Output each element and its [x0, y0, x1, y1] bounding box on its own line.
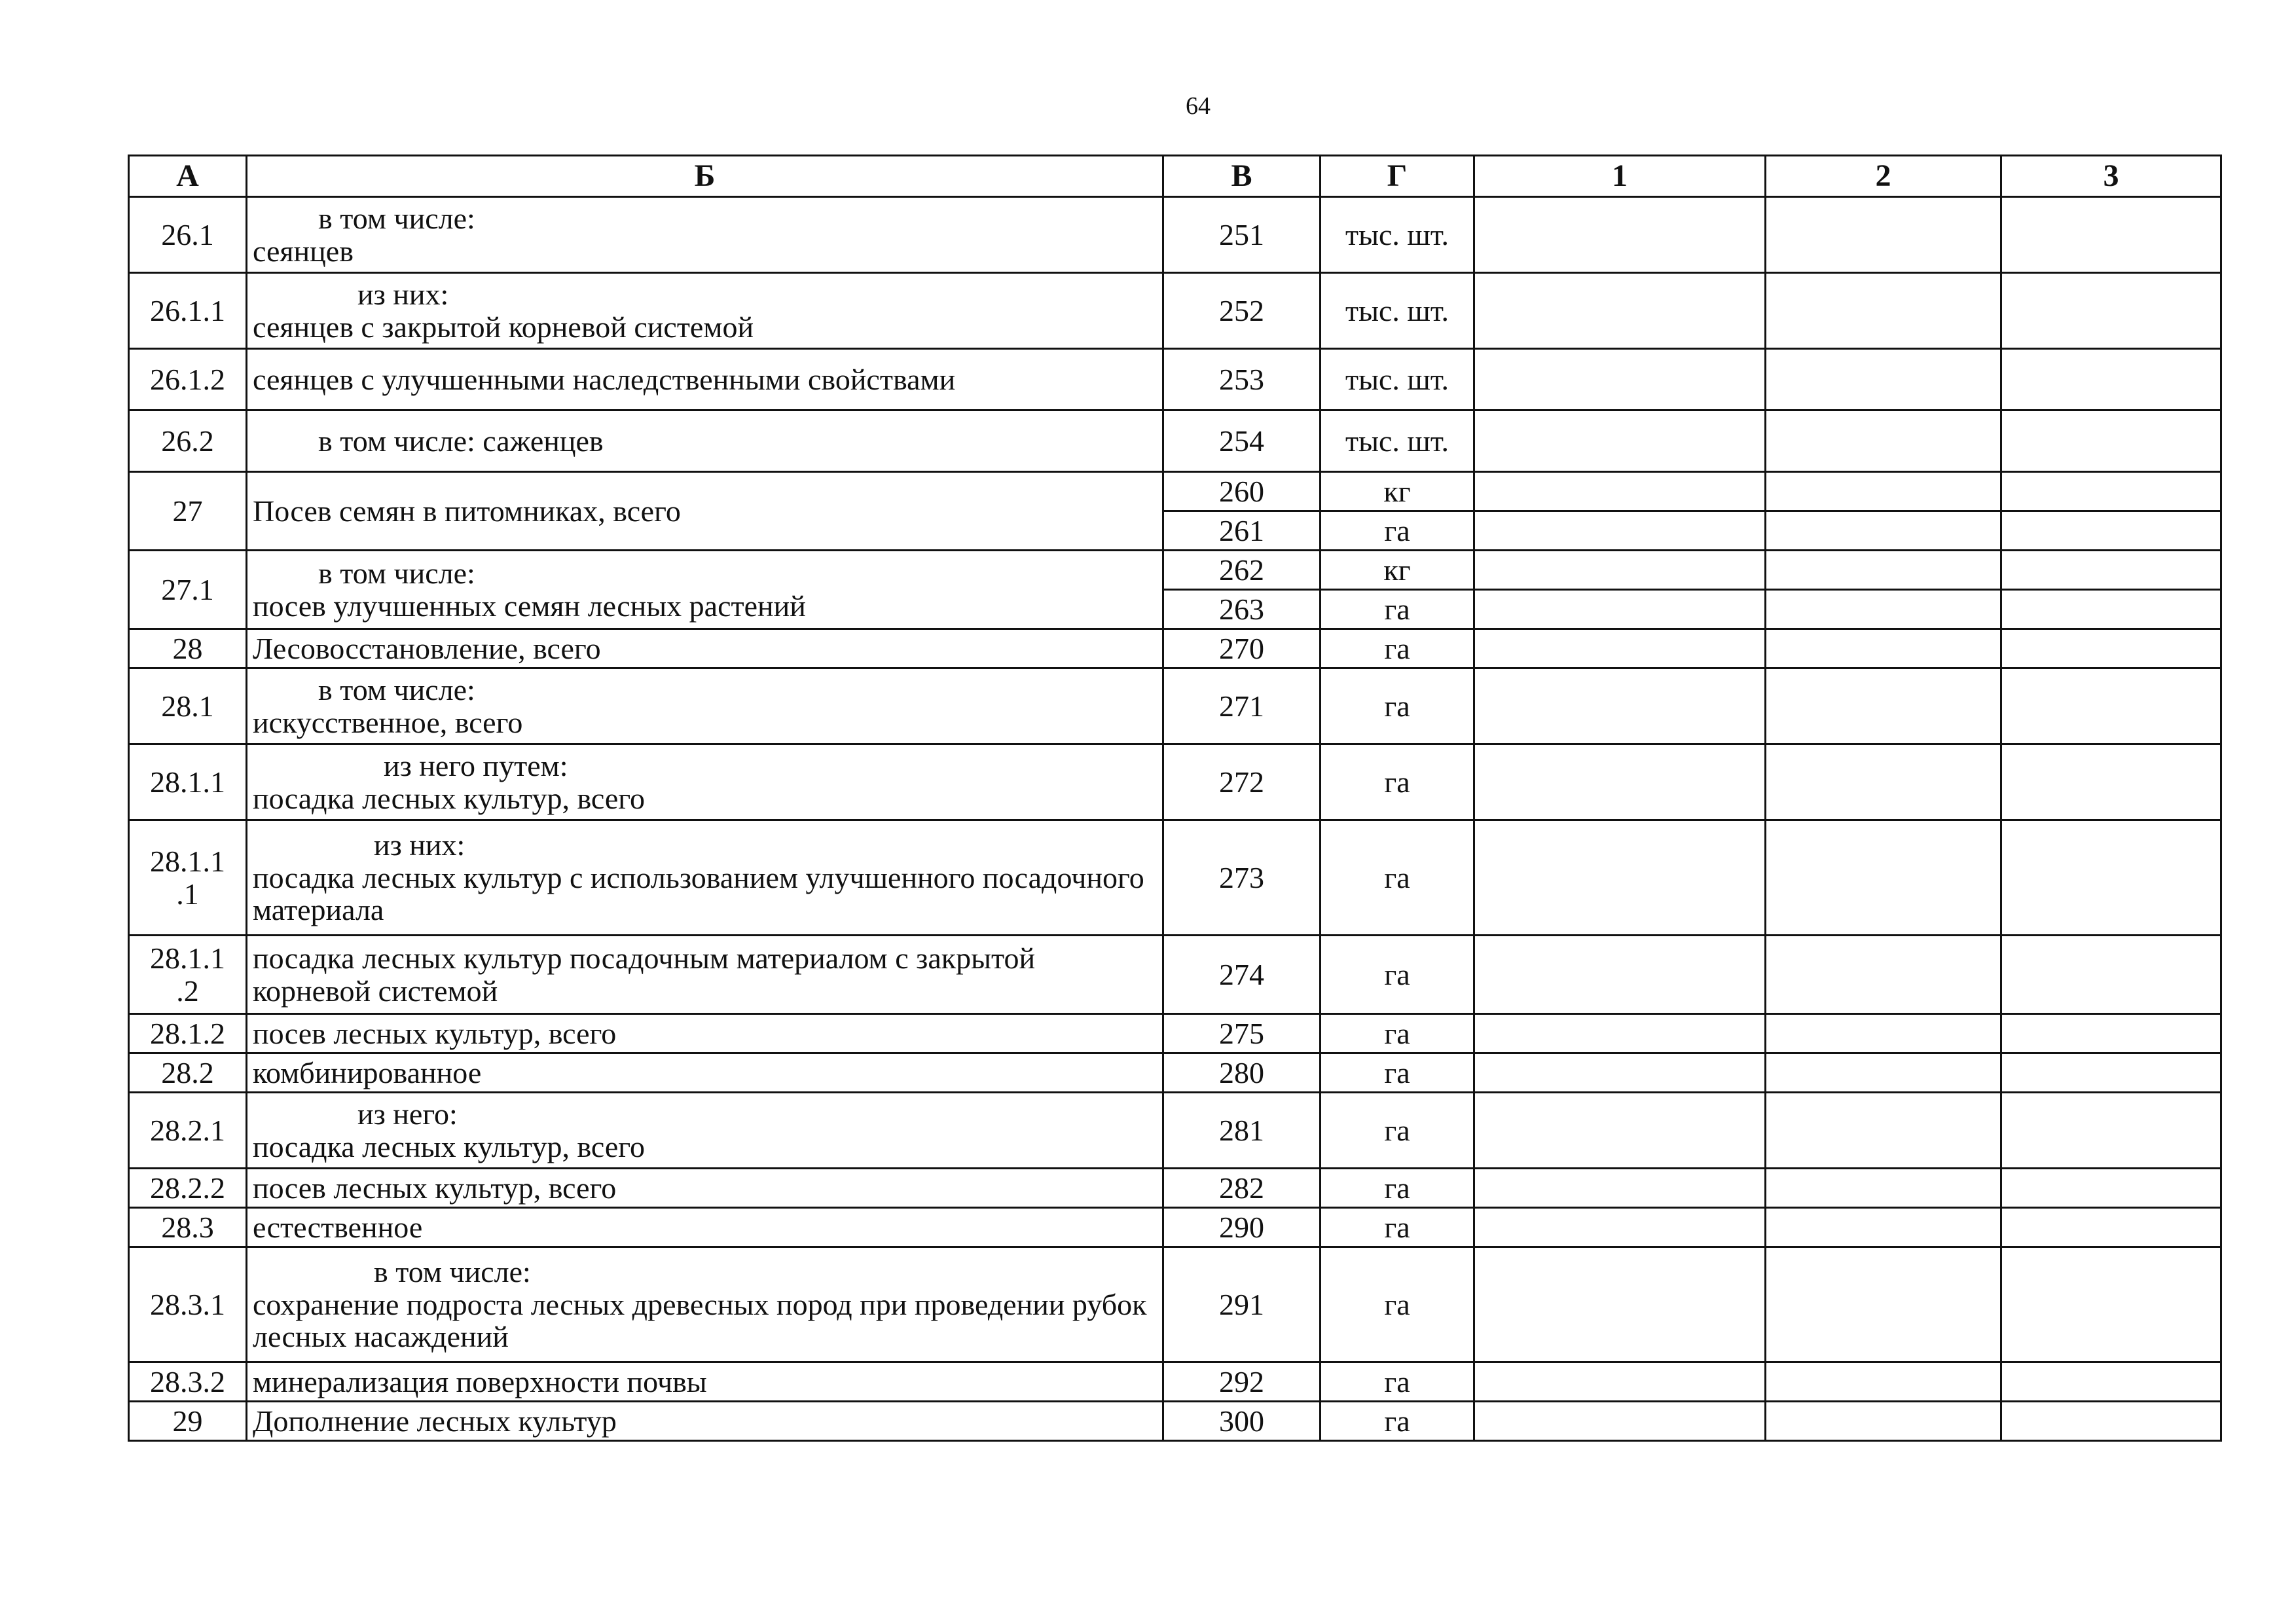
indicator-name-cell — [247, 1247, 1163, 1362]
table-row — [129, 1247, 2221, 1362]
column-header-a: А — [129, 156, 247, 197]
unit-cell: га — [1321, 668, 1474, 744]
line-code-cell: 271 — [1163, 668, 1321, 744]
value-cell-3[interactable] — [2001, 273, 2221, 349]
value-cell-1[interactable] — [1474, 668, 1766, 744]
value-cell-3[interactable] — [2001, 1247, 2221, 1362]
unit-cell: га — [1321, 511, 1474, 551]
unit-cell: тыс. шт. — [1321, 410, 1474, 472]
row-number-cell: 28.3.1 — [129, 1247, 247, 1362]
row-number-cell: 28.2.2 — [129, 1169, 247, 1208]
indicator-name: сеянцев с закрытой корневой системой — [253, 310, 754, 344]
value-cell-3[interactable] — [2001, 551, 2221, 590]
table-row — [129, 273, 2221, 349]
column-header-b: Б — [247, 156, 1163, 197]
value-cell-2[interactable] — [1766, 1208, 2001, 1247]
value-cell-2[interactable] — [1766, 472, 2001, 511]
table-row — [129, 936, 2221, 1014]
indicator-intro: из них: — [357, 277, 449, 311]
row-number-cell: 28.1 — [129, 668, 247, 744]
value-cell-2[interactable] — [1766, 1014, 2001, 1053]
indicator-name-cell — [247, 197, 1163, 273]
value-cell-2[interactable] — [1766, 273, 2001, 349]
indicator-name-cell — [247, 1208, 1163, 1247]
row-number-cell: 28.1.1 — [129, 744, 247, 820]
unit-cell: га — [1321, 820, 1474, 936]
row-number-cell: 28.2.1 — [129, 1093, 247, 1169]
table-row — [129, 744, 2221, 820]
line-code-cell: 274 — [1163, 936, 1321, 1014]
line-code-cell: 291 — [1163, 1247, 1321, 1362]
value-cell-2[interactable] — [1766, 1247, 2001, 1362]
indicator-name: сеянцев с улучшенными наследственными свойствами — [253, 362, 956, 396]
table-row — [129, 349, 2221, 410]
table-row — [129, 1053, 2221, 1093]
indicator-intro: в том числе: — [318, 201, 475, 235]
value-cell-1[interactable] — [1474, 1014, 1766, 1053]
value-cell-2[interactable] — [1766, 1169, 2001, 1208]
forest-report-table — [128, 155, 2222, 1442]
table-row — [129, 668, 2221, 744]
value-cell-1[interactable] — [1474, 1093, 1766, 1169]
row-number-cell: 29 — [129, 1402, 247, 1441]
indicator-name-cell — [247, 1169, 1163, 1208]
table-row — [129, 629, 2221, 668]
row-number-cell: 28.1.1 .1 — [129, 820, 247, 936]
value-cell-3[interactable] — [2001, 936, 2221, 1014]
line-code-cell: 254 — [1163, 410, 1321, 472]
column-header-g: Г — [1321, 156, 1474, 197]
table-row — [129, 197, 2221, 273]
value-cell-1[interactable] — [1474, 551, 1766, 590]
value-cell-3[interactable] — [2001, 744, 2221, 820]
value-cell-3[interactable] — [2001, 197, 2221, 273]
table-row — [129, 1362, 2221, 1402]
line-code-cell: 252 — [1163, 273, 1321, 349]
indicator-name-cell — [247, 936, 1163, 1014]
table-row — [129, 1093, 2221, 1169]
value-cell-2[interactable] — [1766, 1362, 2001, 1402]
indicator-intro: в том числе: — [318, 672, 475, 706]
value-cell-3[interactable] — [2001, 1362, 2221, 1402]
indicator-intro: из него: — [357, 1097, 458, 1131]
value-cell-2[interactable] — [1766, 349, 2001, 410]
indicator-name: комбинированное — [253, 1055, 482, 1089]
value-cell-1[interactable] — [1474, 349, 1766, 410]
table-row — [129, 1402, 2221, 1441]
unit-cell: тыс. шт. — [1321, 197, 1474, 273]
row-number-cell: 28.2 — [129, 1053, 247, 1093]
value-cell-2[interactable] — [1766, 1093, 2001, 1169]
table-body — [129, 197, 2221, 1441]
unit-cell: га — [1321, 744, 1474, 820]
value-cell-3[interactable] — [2001, 629, 2221, 668]
row-number-cell: 26.1.1 — [129, 273, 247, 349]
value-cell-2[interactable] — [1766, 590, 2001, 629]
value-cell-2[interactable] — [1766, 551, 2001, 590]
value-cell-3[interactable] — [2001, 349, 2221, 410]
indicator-name-cell — [247, 472, 1163, 551]
value-cell-1[interactable] — [1474, 590, 1766, 629]
value-cell-3[interactable] — [2001, 410, 2221, 472]
table-row — [129, 410, 2221, 472]
value-cell-1[interactable] — [1474, 410, 1766, 472]
value-cell-3[interactable] — [2001, 1093, 2221, 1169]
value-cell-3[interactable] — [2001, 820, 2221, 936]
line-code-cell: 282 — [1163, 1169, 1321, 1208]
line-code-cell: 270 — [1163, 629, 1321, 668]
indicator-name-cell — [247, 349, 1163, 410]
line-code-cell: 273 — [1163, 820, 1321, 936]
value-cell-1[interactable] — [1474, 1247, 1766, 1362]
indicator-name: Дополнение лесных культур — [253, 1404, 617, 1438]
indicator-name: посев лесных культур, всего — [253, 1016, 617, 1050]
unit-cell: кг — [1321, 472, 1474, 511]
indicator-name-cell — [247, 1053, 1163, 1093]
table-row — [129, 472, 2221, 511]
indicator-name-cell — [247, 551, 1163, 629]
table-row — [129, 820, 2221, 936]
value-cell-1[interactable] — [1474, 1362, 1766, 1402]
table-row — [129, 1169, 2221, 1208]
line-code-cell: 300 — [1163, 1402, 1321, 1441]
value-cell-1[interactable] — [1474, 197, 1766, 273]
indicator-name: в том числе: саженцев — [318, 424, 604, 458]
value-cell-3[interactable] — [2001, 668, 2221, 744]
indicator-name-cell — [247, 273, 1163, 349]
value-cell-1[interactable] — [1474, 1402, 1766, 1441]
line-code-cell: 263 — [1163, 590, 1321, 629]
row-number-cell: 26.1.2 — [129, 349, 247, 410]
line-code-cell: 262 — [1163, 551, 1321, 590]
indicator-name: Лесовосстановление, всего — [253, 631, 601, 665]
value-cell-2[interactable] — [1766, 1053, 2001, 1093]
value-cell-3[interactable] — [2001, 1402, 2221, 1441]
value-cell-2[interactable] — [1766, 820, 2001, 936]
value-cell-2[interactable] — [1766, 1402, 2001, 1441]
indicator-name: посев лесных культур, всего — [253, 1171, 617, 1205]
value-cell-3[interactable] — [2001, 511, 2221, 551]
table-row — [129, 1014, 2221, 1053]
value-cell-2[interactable] — [1766, 668, 2001, 744]
column-header-3: 3 — [2001, 156, 2221, 197]
line-code-cell: 280 — [1163, 1053, 1321, 1093]
value-cell-1[interactable] — [1474, 744, 1766, 820]
row-number-cell: 28.3.2 — [129, 1362, 247, 1402]
page-number: 64 — [1186, 92, 1211, 120]
unit-cell: га — [1321, 1053, 1474, 1093]
value-cell-2[interactable] — [1766, 629, 2001, 668]
column-header-1: 1 — [1474, 156, 1766, 197]
unit-cell: га — [1321, 936, 1474, 1014]
value-cell-2[interactable] — [1766, 410, 2001, 472]
indicator-name: посадка лесных культур, всего — [253, 1129, 646, 1163]
value-cell-3[interactable] — [2001, 1014, 2221, 1053]
indicator-name: сохранение подроста лесных древесных пород при проведении рубок лесных насаждений — [253, 1287, 1147, 1354]
row-number-cell: 28.1.2 — [129, 1014, 247, 1053]
value-cell-3[interactable] — [2001, 472, 2221, 511]
unit-cell: га — [1321, 1402, 1474, 1441]
value-cell-2[interactable] — [1766, 936, 2001, 1014]
indicator-name-cell — [247, 668, 1163, 744]
row-number-cell: 27.1 — [129, 551, 247, 629]
unit-cell: тыс. шт. — [1321, 349, 1474, 410]
indicator-name-cell — [247, 1093, 1163, 1169]
indicator-name-cell — [247, 410, 1163, 472]
indicator-intro: из них: — [374, 828, 465, 862]
line-code-cell: 251 — [1163, 197, 1321, 273]
unit-cell: га — [1321, 590, 1474, 629]
value-cell-1[interactable] — [1474, 629, 1766, 668]
value-cell-1[interactable] — [1474, 936, 1766, 1014]
row-number-cell: 27 — [129, 472, 247, 551]
indicator-name: естественное — [253, 1210, 423, 1244]
line-code-cell: 260 — [1163, 472, 1321, 511]
unit-cell: га — [1321, 1169, 1474, 1208]
table-row — [129, 551, 2221, 590]
unit-cell: га — [1321, 1093, 1474, 1169]
indicator-intro: из него путем: — [384, 748, 568, 782]
row-number-cell: 28.1.1 .2 — [129, 936, 247, 1014]
value-cell-2[interactable] — [1766, 197, 2001, 273]
indicator-name-cell — [247, 1402, 1163, 1441]
row-number-cell: 28.3 — [129, 1208, 247, 1247]
indicator-name: искусственное, всего — [253, 705, 523, 739]
indicator-name: посадка лесных культур, всего — [253, 781, 646, 815]
value-cell-1[interactable] — [1474, 1053, 1766, 1093]
table-row — [129, 1208, 2221, 1247]
line-code-cell: 253 — [1163, 349, 1321, 410]
unit-cell: га — [1321, 1014, 1474, 1053]
row-number-cell: 26.1 — [129, 197, 247, 273]
column-header-v: В — [1163, 156, 1321, 197]
indicator-name: минерализация поверхности почвы — [253, 1364, 707, 1398]
line-code-cell: 292 — [1163, 1362, 1321, 1402]
row-number-cell: 28 — [129, 629, 247, 668]
value-cell-2[interactable] — [1766, 511, 2001, 551]
indicator-intro: в том числе: — [374, 1254, 531, 1288]
indicator-name: сеянцев — [253, 234, 354, 268]
indicator-name: посадка лесных культур посадочным материалом с закрытой корневой системой — [253, 941, 1036, 1008]
value-cell-3[interactable] — [2001, 590, 2221, 629]
line-code-cell: 272 — [1163, 744, 1321, 820]
indicator-intro: в том числе: — [318, 556, 475, 590]
line-code-cell: 275 — [1163, 1014, 1321, 1053]
value-cell-3[interactable] — [2001, 1053, 2221, 1093]
indicator-name-cell — [247, 820, 1163, 936]
unit-cell: га — [1321, 629, 1474, 668]
indicator-name-cell — [247, 629, 1163, 668]
indicator-name: посадка лесных культур с использованием улучшенного посадочного материала — [253, 860, 1144, 927]
line-code-cell: 290 — [1163, 1208, 1321, 1247]
header-row — [129, 156, 2221, 197]
indicator-name: посев улучшенных семян лесных растений — [253, 589, 806, 623]
indicator-name-cell — [247, 1014, 1163, 1053]
indicator-name: Посев семян в питомниках, всего — [253, 494, 681, 528]
value-cell-3[interactable] — [2001, 1208, 2221, 1247]
row-number-cell: 26.2 — [129, 410, 247, 472]
value-cell-2[interactable] — [1766, 744, 2001, 820]
line-code-cell: 261 — [1163, 511, 1321, 551]
unit-cell: га — [1321, 1247, 1474, 1362]
unit-cell: га — [1321, 1362, 1474, 1402]
value-cell-1[interactable] — [1474, 1208, 1766, 1247]
unit-cell: тыс. шт. — [1321, 273, 1474, 349]
indicator-name-cell — [247, 744, 1163, 820]
line-code-cell: 281 — [1163, 1093, 1321, 1169]
column-header-2: 2 — [1766, 156, 2001, 197]
value-cell-1[interactable] — [1474, 820, 1766, 936]
value-cell-3[interactable] — [2001, 1169, 2221, 1208]
indicator-name-cell — [247, 1362, 1163, 1402]
unit-cell: га — [1321, 1208, 1474, 1247]
value-cell-1[interactable] — [1474, 1169, 1766, 1208]
value-cell-1[interactable] — [1474, 273, 1766, 349]
unit-cell: кг — [1321, 551, 1474, 590]
value-cell-1[interactable] — [1474, 472, 1766, 511]
value-cell-1[interactable] — [1474, 511, 1766, 551]
